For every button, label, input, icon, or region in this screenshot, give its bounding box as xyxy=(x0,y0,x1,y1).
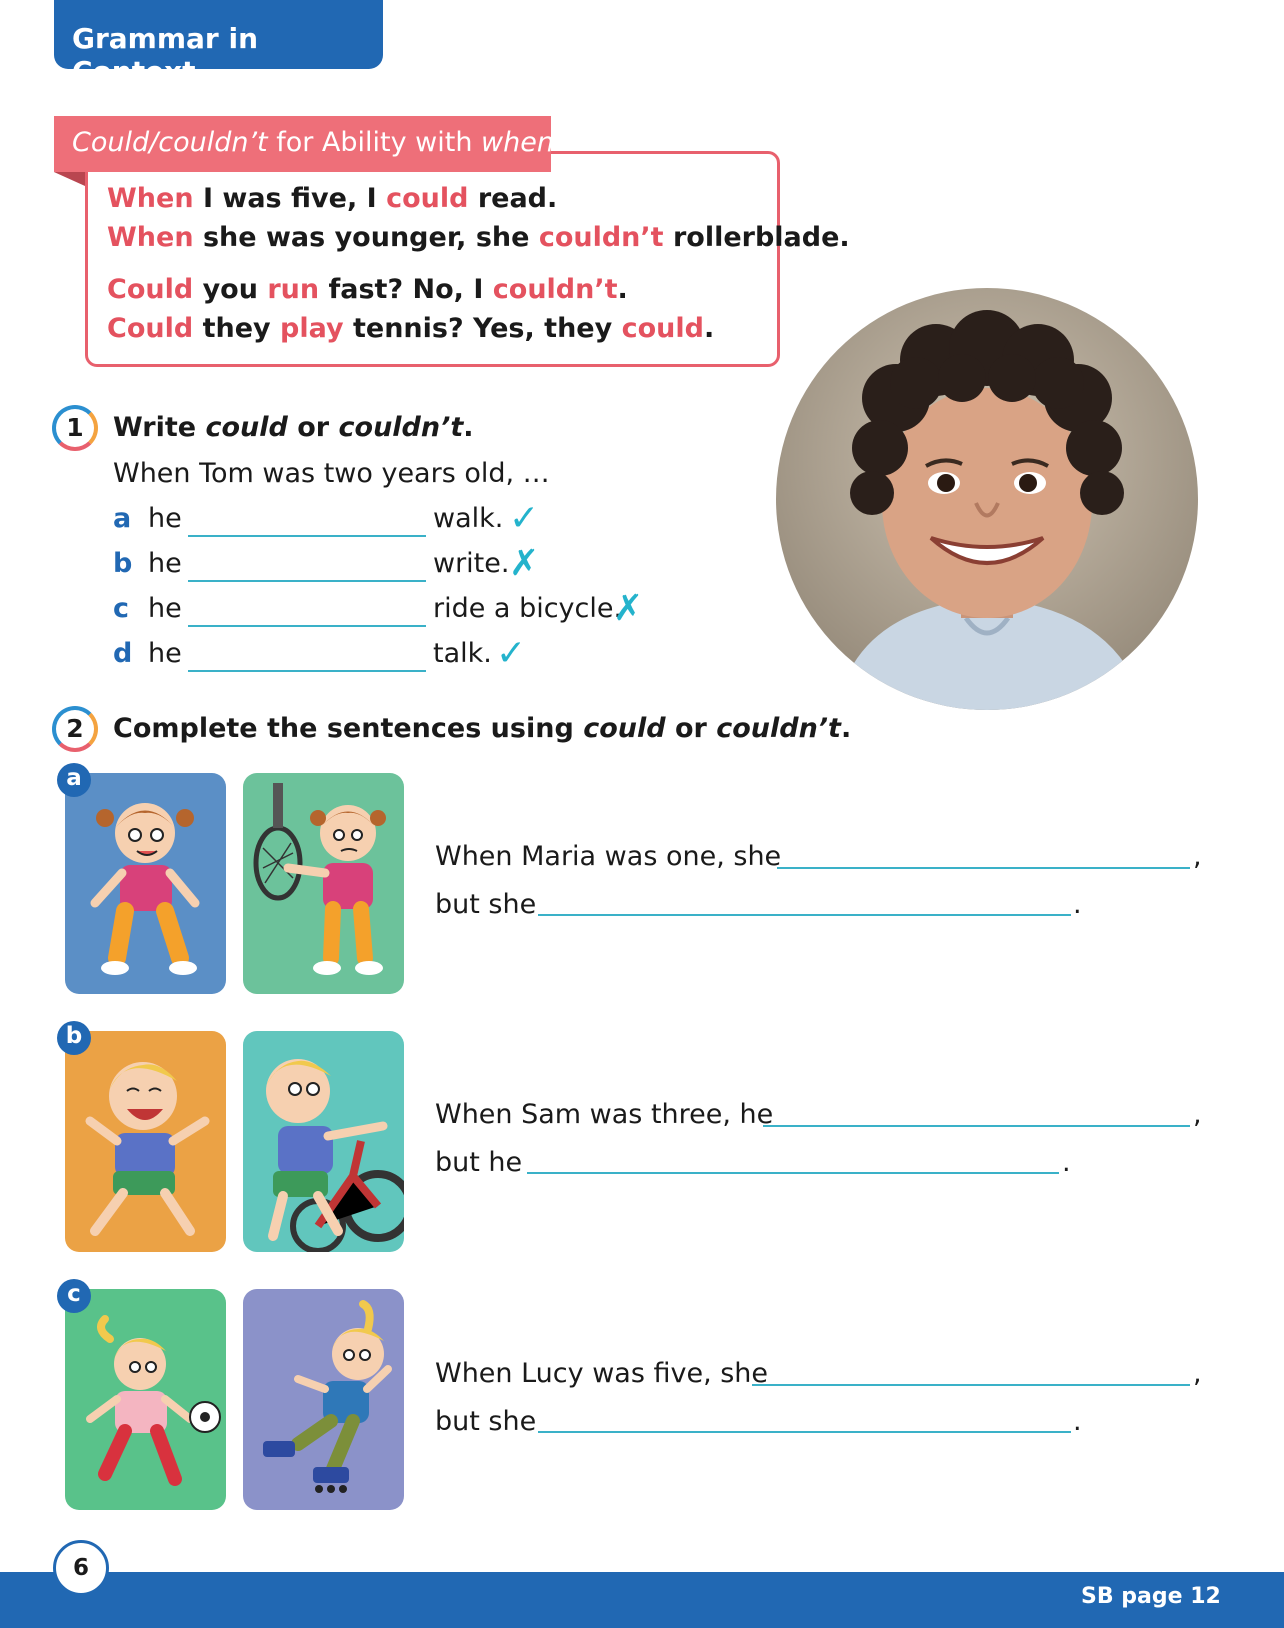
maria-walking-picture xyxy=(65,773,226,994)
example-text: tennis? Yes, they xyxy=(343,313,622,344)
example-text: . xyxy=(703,313,715,344)
ex1-instr-end: . xyxy=(463,412,474,443)
answer-blank[interactable] xyxy=(188,625,426,627)
answer-blank[interactable] xyxy=(188,580,426,582)
sentence-c-line1: When Lucy was five, she xyxy=(435,1358,769,1389)
answer-blank[interactable] xyxy=(527,1172,1059,1174)
target-word: Could xyxy=(107,274,194,305)
child-photo xyxy=(776,288,1198,710)
answer-blank[interactable] xyxy=(538,1431,1071,1433)
target-word: couldn’t xyxy=(538,222,664,253)
ex2-instr-could: could xyxy=(583,713,666,744)
comma: , xyxy=(1193,1358,1202,1389)
section-title: Grammar in Context xyxy=(54,0,383,69)
grammar-example-4 xyxy=(107,313,714,344)
ex2-instr-end: . xyxy=(840,713,852,744)
example-text: read. xyxy=(468,183,558,214)
ex1-instr-or: or xyxy=(287,412,339,443)
grammar-heading-mid: for Ability with xyxy=(267,127,482,158)
item-ending: talk. xyxy=(433,638,492,669)
example-text: rollerblade. xyxy=(663,222,850,253)
ex2-instr-a: Complete the sentences using xyxy=(113,713,584,744)
ex1-instr-could: could xyxy=(205,412,288,443)
item-subject: he xyxy=(148,593,182,624)
cross-mark-icon: ✗ xyxy=(509,543,540,584)
item-ending: ride a bicycle. xyxy=(433,593,623,624)
item-subject: he xyxy=(148,503,182,534)
item-letter: a xyxy=(113,503,132,534)
answer-blank[interactable] xyxy=(188,670,426,672)
cross-mark-icon: ✗ xyxy=(613,588,644,629)
maria-tennis-picture xyxy=(243,773,404,994)
example-text: I was five, I xyxy=(193,183,387,214)
item-letter: b xyxy=(113,548,133,579)
grammar-example-3 xyxy=(107,274,628,305)
sam-running-picture xyxy=(65,1031,226,1252)
item-letter: c xyxy=(113,593,130,624)
sentence-b-line2: but he xyxy=(435,1147,523,1178)
target-word: could xyxy=(621,313,704,344)
lucy-rollerblade-picture xyxy=(243,1289,404,1510)
item-ending: walk. xyxy=(433,503,504,534)
item-subject: he xyxy=(148,548,182,579)
answer-blank[interactable] xyxy=(763,1125,1190,1127)
example-text: she was younger, she xyxy=(193,222,539,253)
ex2-instr-couldnt: couldn’t xyxy=(716,713,841,744)
period: . xyxy=(1073,1406,1082,1437)
target-word: run xyxy=(267,274,320,305)
example-text: they xyxy=(193,313,281,344)
ex1-instr-a: Write xyxy=(113,412,206,443)
exercise-1-instruction xyxy=(113,412,474,443)
example-text: . xyxy=(617,274,628,305)
ex1-instr-couldnt: couldn’t xyxy=(338,412,464,443)
sentence-a-line1: When Maria was one, she xyxy=(435,841,782,872)
answer-blank[interactable] xyxy=(538,914,1071,916)
item-ending: write. xyxy=(433,548,510,579)
sentence-c-line2: but she xyxy=(435,1406,537,1437)
sentence-b-line1: When Sam was three, he xyxy=(435,1099,774,1130)
target-word: When xyxy=(107,222,194,253)
exercise-1-number: 1 xyxy=(52,405,98,451)
grammar-example-1 xyxy=(107,183,557,214)
example-text: fast? No, I xyxy=(319,274,493,305)
item-badge-b: b xyxy=(57,1021,91,1055)
item-letter: d xyxy=(113,638,133,669)
answer-blank[interactable] xyxy=(752,1384,1190,1386)
item-badge-a: a xyxy=(57,763,91,797)
example-text: you xyxy=(193,274,268,305)
period: . xyxy=(1062,1147,1071,1178)
exercise-2-number: 2 xyxy=(52,706,98,752)
grammar-heading xyxy=(54,116,554,172)
target-word: Could xyxy=(107,313,194,344)
target-word: play xyxy=(280,313,344,344)
exercise-1-intro: When Tom was two years old, … xyxy=(113,458,550,489)
item-subject: he xyxy=(148,638,182,669)
comma: , xyxy=(1193,841,1202,872)
target-word: could xyxy=(386,183,469,214)
ex2-instr-or: or xyxy=(665,713,717,744)
page-number: 6 xyxy=(53,1540,109,1596)
check-mark-icon: ✓ xyxy=(496,633,527,674)
answer-blank[interactable] xyxy=(188,535,426,537)
exercise-2-instruction xyxy=(113,713,851,744)
grammar-heading-italic-1: Could/couldn’t xyxy=(72,127,268,158)
item-badge-c: c xyxy=(57,1279,91,1313)
sb-page-reference: SB page 12 xyxy=(1081,1584,1221,1609)
answer-blank[interactable] xyxy=(777,867,1190,869)
grammar-heading-fold xyxy=(54,172,85,186)
lucy-football-picture xyxy=(65,1289,226,1510)
target-word: When xyxy=(107,183,194,214)
target-word: couldn’t xyxy=(492,274,618,305)
check-mark-icon: ✓ xyxy=(509,498,540,539)
grammar-heading-italic-2: when xyxy=(481,127,554,158)
sam-bicycle-picture xyxy=(243,1031,404,1252)
grammar-example-2 xyxy=(107,222,850,253)
period: . xyxy=(1073,889,1082,920)
sentence-a-line2: but she xyxy=(435,889,537,920)
comma: , xyxy=(1193,1099,1202,1130)
